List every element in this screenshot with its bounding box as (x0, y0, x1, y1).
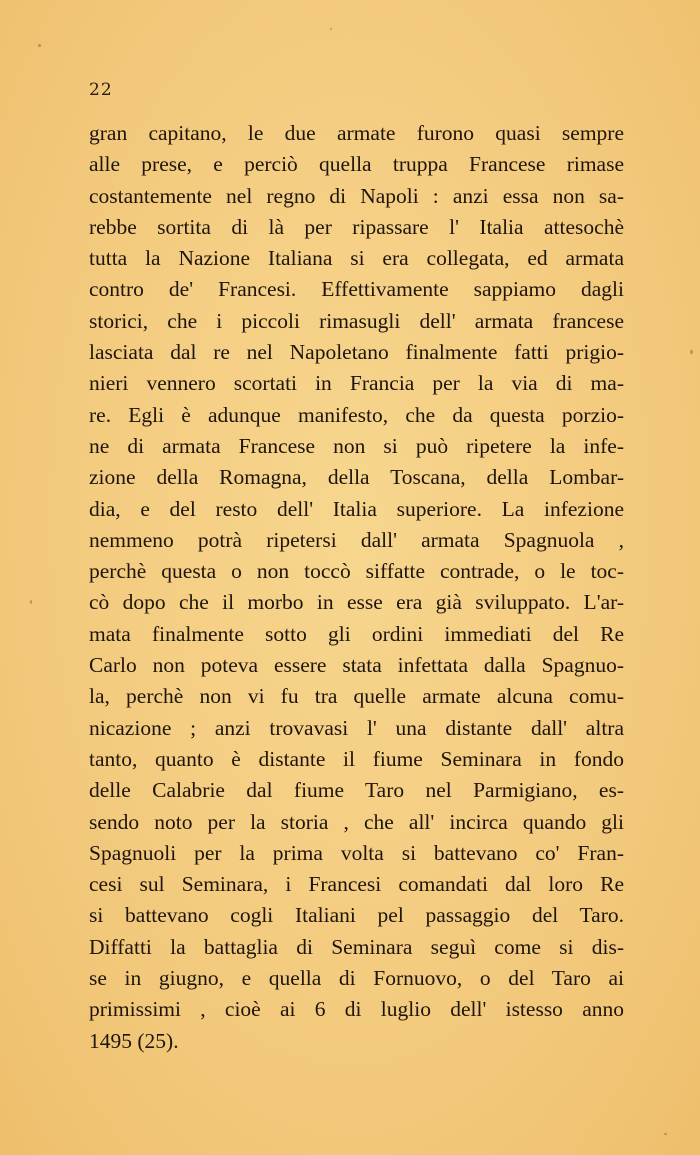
text-line: lasciata dal re nel Napoletano finalmente fatti prigio- (89, 340, 624, 365)
text-line: delle Calabrie dal fiume Taro nel Parmigiano, es- (89, 778, 624, 803)
text-line: dia, e del resto dell' Italia superiore. La infezione (89, 496, 624, 521)
text-line: cesi sul Seminara, i Francesi comandati dal loro Re (89, 872, 624, 897)
text-line: mata finalmente sotto gli ordini immediati del Re (89, 621, 624, 646)
text-line: re. Egli è adunque manifesto, che da questa porzio- (89, 402, 624, 427)
paper-speck (330, 28, 332, 30)
text-line: costantemente nel regno di Napoli : anzi essa non sa- (89, 183, 624, 208)
text-line: la, perchè non vi fu tra quelle armate alcuna comu- (89, 684, 624, 709)
text-line: tanto, quanto è distante il fiume Seminara in fondo (89, 746, 624, 771)
text-line: perchè questa o non toccò siffatte contrade, o le toc- (89, 559, 624, 584)
text-line: alle prese, e perciò quella truppa Francese rimase (89, 152, 624, 177)
text-line: Diffatti la battaglia di Seminara seguì come si dis- (89, 934, 624, 959)
body-text (89, 118, 624, 1057)
paper-speck (38, 44, 41, 47)
text-line: se in giugno, e quella di Fornuovo, o del Taro ai (89, 966, 624, 991)
text-line: nieri vennero scortati in Francia per la via di ma- (89, 371, 624, 396)
text-line: Carlo non poteva essere stata infettata dalla Spagnuo- (89, 653, 624, 678)
text-line: Spagnuoli per la prima volta si battevano co' Fran- (89, 840, 624, 865)
text-line: cò dopo che il morbo in esse era già sviluppato. L'ar- (89, 590, 624, 615)
text-line: contro de' Francesi. Effettivamente sappiamo dagli (89, 277, 624, 302)
text-line: zione della Romagna, della Toscana, della Lombar- (89, 465, 624, 490)
paper-speck (30, 600, 32, 604)
text-line: si battevano cogli Italiani pel passaggio del Taro. (89, 903, 624, 928)
page-number: 22 (89, 80, 113, 100)
text-line: nicazione ; anzi trovavasi l' una distante dall' altra (89, 715, 624, 740)
text-line: nemmeno potrà ripetersi dall' armata Spagnuola , (89, 527, 624, 552)
text-line: storici, che i piccoli rimasugli dell' armata francese (89, 308, 624, 333)
text-line: gran capitano, le due armate furono quasi sempre (89, 121, 624, 145)
paper-speck (664, 1133, 667, 1135)
text-line: sendo noto per la storia , che all' incirca quando gli (89, 809, 624, 834)
text-line: 1495 (25). (89, 1028, 179, 1053)
text-line: rebbe sortita di là per ripassare l' Italia attesochè (89, 214, 624, 239)
text-line: primissimi , cioè ai 6 di luglio dell' istesso anno (89, 997, 624, 1022)
paper-speck (690, 350, 693, 354)
text-line: ne di armata Francese non si può ripetere la infe- (89, 433, 624, 458)
text-line: tutta la Nazione Italiana si era collegata, ed armata (89, 246, 624, 271)
